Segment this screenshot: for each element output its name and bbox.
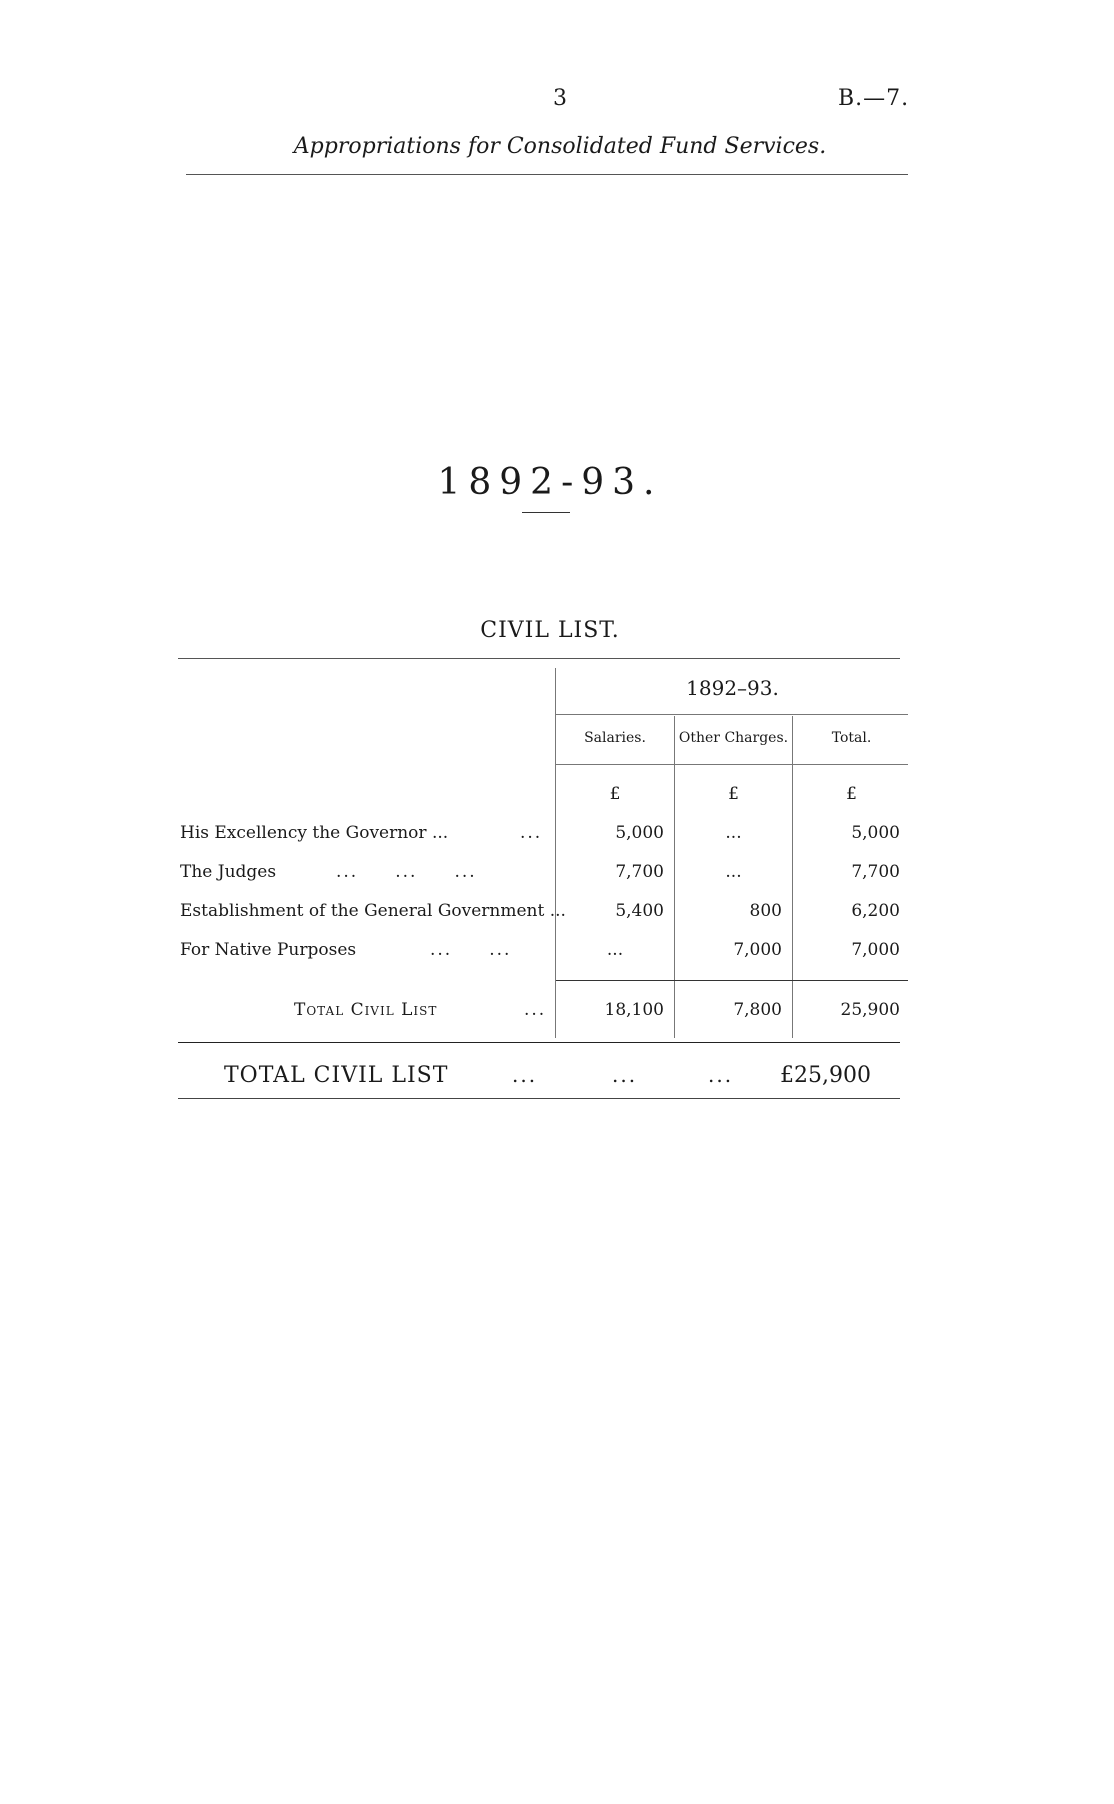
row-label: For Native Purposes [180,940,357,960]
grand-total-leader-dots: ... [612,1063,638,1087]
document-reference: B.—7. [838,86,910,111]
row-leader-dots: ... ... [430,940,512,960]
total-salaries: 18,100 [604,1000,664,1020]
row-leader-dots: ... [520,823,543,843]
row-salaries: ... [606,940,624,960]
grand-total-amount: £25,900 [780,1063,871,1088]
row-total: 5,000 [851,823,900,843]
table-top-rule [178,658,900,659]
row-salaries: 7,700 [615,862,664,882]
row-other-charges: 7,000 [733,940,782,960]
row-salaries: 5,400 [615,901,664,921]
row-total: 6,200 [851,901,900,921]
period-header-rule [556,714,908,715]
period-header: 1892–93. [686,676,779,700]
grand-total-leader-dots: ... [708,1063,734,1087]
row-salaries: 5,000 [615,823,664,843]
row-total: 7,700 [851,862,900,882]
year-heading: 1892-93. [437,462,663,503]
row-other-charges: ... [725,862,742,882]
total-total: 25,900 [840,1000,900,1020]
row-other-charges: 800 [749,901,782,921]
currency-salaries: £ [609,784,621,804]
row-label: His Excellency the Governor ... [180,823,449,843]
section-title: CIVIL LIST. [480,618,620,643]
running-title: Appropriations for Consolidated Fund Services. [293,134,827,159]
currency-other-charges: £ [728,784,739,804]
column-header-salaries: Salaries. [584,730,646,746]
column-header-other-charges: Other Charges. [678,730,789,746]
table-bottom-rule [178,1042,900,1043]
label-column-divider [555,668,556,1038]
row-total: 7,000 [851,940,900,960]
grand-total-label: TOTAL CIVIL LIST [224,1063,449,1088]
row-label: Establishment of the General Government ... [180,901,566,921]
column-header-total: Total. [831,730,872,746]
row-label: The Judges [180,862,277,882]
currency-total: £ [846,784,857,804]
total-row-label: Total Civil List [294,1000,438,1020]
page-number: 3 [553,86,567,111]
subtotal-rule [556,980,908,981]
total-row-leader-dots: ... [524,1000,547,1020]
column-header-rule [556,764,908,765]
row-other-charges: ... [725,823,742,843]
total-other-charges: 7,800 [733,1000,782,1020]
grand-total-rule [178,1098,900,1099]
grand-total-leader-dots: ... [512,1063,538,1087]
row-leader-dots: ... ... ... [336,862,477,882]
